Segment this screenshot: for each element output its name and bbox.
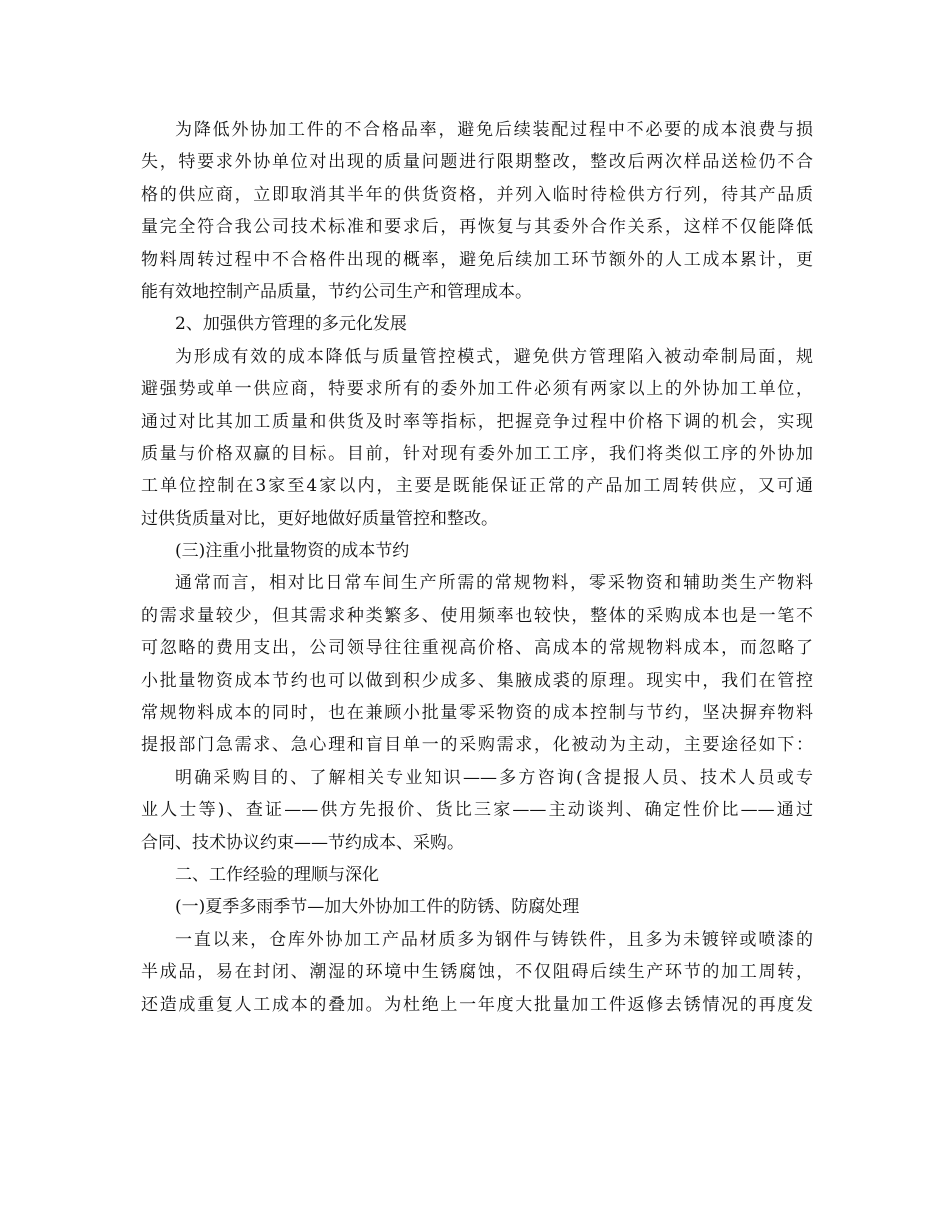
text-line: 一直以来，仓库外协加工产品材质多为钢件与铸铁件，且多为未镀锌或喷漆的 <box>175 929 813 950</box>
text-line: 为形成有效的成本降低与质量管控模式，避免供方管理陷入被动牵制局面，规 <box>175 346 813 367</box>
text-line: 通过对比其加工质量和供货及时率等指标，把握竞争过程中价格下调的机会，实现 <box>141 411 813 432</box>
text-line: 量完全符合我公司技术标准和要求后，再恢复与其委外合作关系，这样不仅能降低 <box>141 217 813 238</box>
text-line: 业人士等)、查证——供方先报价、货比三家——主动谈判、确定性价比——通过 <box>141 800 813 821</box>
text-line: 通常而言，相对比日常车间生产所需的常规物料，零采物资和辅助类生产物料 <box>175 573 813 594</box>
text-line: 小批量物资成本节约也可以做到积少成多、集腋成裘的原理。现实中，我们在管控 <box>141 670 813 691</box>
text-line: 为降低外协加工件的不合格品率，避免后续装配过程中不必要的成本浪费与损 <box>175 120 813 140</box>
text-line: 过供货质量对比，更好地做好质量管控和整改。 <box>141 508 498 529</box>
text-line: 能有效地控制产品质量，节约公司生产和管理成本。 <box>141 281 532 302</box>
text-line: (三)注重小批量物资的成本节约 <box>175 541 410 562</box>
text-line: 的需求量较少，但其需求种类繁多、使用频率也较快，整体的采购成本也是一笔不 <box>141 605 813 626</box>
text-line: 可忽略的费用支出，公司领导往往重视高价格、高成本的常规物料成本，而忽略了 <box>141 638 813 659</box>
text-line: 失，特要求外协单位对出现的质量问题进行限期整改，整改后两次样品送检仍不合 <box>141 152 813 173</box>
text-line: 质量与价格双赢的目标。目前，针对现有委外加工工序，我们将类似工序的外协加 <box>141 443 813 464</box>
text-line: 格的供应商，立即取消其半年的供货资格，并列入临时待检供方行列，待其产品质 <box>141 184 813 205</box>
text-line: 避强势或单一供应商，特要求所有的委外加工件必须有两家以上的外协加工单位， <box>141 379 813 400</box>
text-line: 提报部门急需求、急心理和盲目单一的采购需求，化被动为主动，主要途径如下： <box>141 735 813 756</box>
text-line: 半成品，易在封闭、潮湿的环境中生锈腐蚀，不仅阻碍后续生产环节的加工周转， <box>141 962 813 983</box>
text-line: 二、工作经验的理顺与深化 <box>175 864 379 885</box>
text-line: 工单位控制在3家至4家以内，主要是既能保证正常的产品加工周转供应，又可通 <box>141 476 813 497</box>
text-line: 合同、技术协议约束——节约成本、采购。 <box>141 832 464 853</box>
text-line: 常规物料成本的同时，也在兼顾小批量零采物资的成本控制与节约，坚决摒弃物料 <box>141 703 813 724</box>
text-line: 2、加强供方管理的多元化发展 <box>175 314 407 335</box>
text-line: 物料周转过程中不合格件出现的概率，避免后续加工环节额外的人工成本累计，更 <box>141 249 813 270</box>
text-line: (一)夏季多雨季节—加大外协加工件的防锈、防腐处理 <box>175 897 580 918</box>
text-line: 还造成重复人工成本的叠加。为杜绝上一年度大批量加工件返修去锈情况的再度发 <box>141 994 813 1015</box>
text-line: 明确采购目的、了解相关专业知识——多方咨询(含提报人员、技术人员或专 <box>175 767 813 788</box>
document-body <box>141 114 813 1021</box>
